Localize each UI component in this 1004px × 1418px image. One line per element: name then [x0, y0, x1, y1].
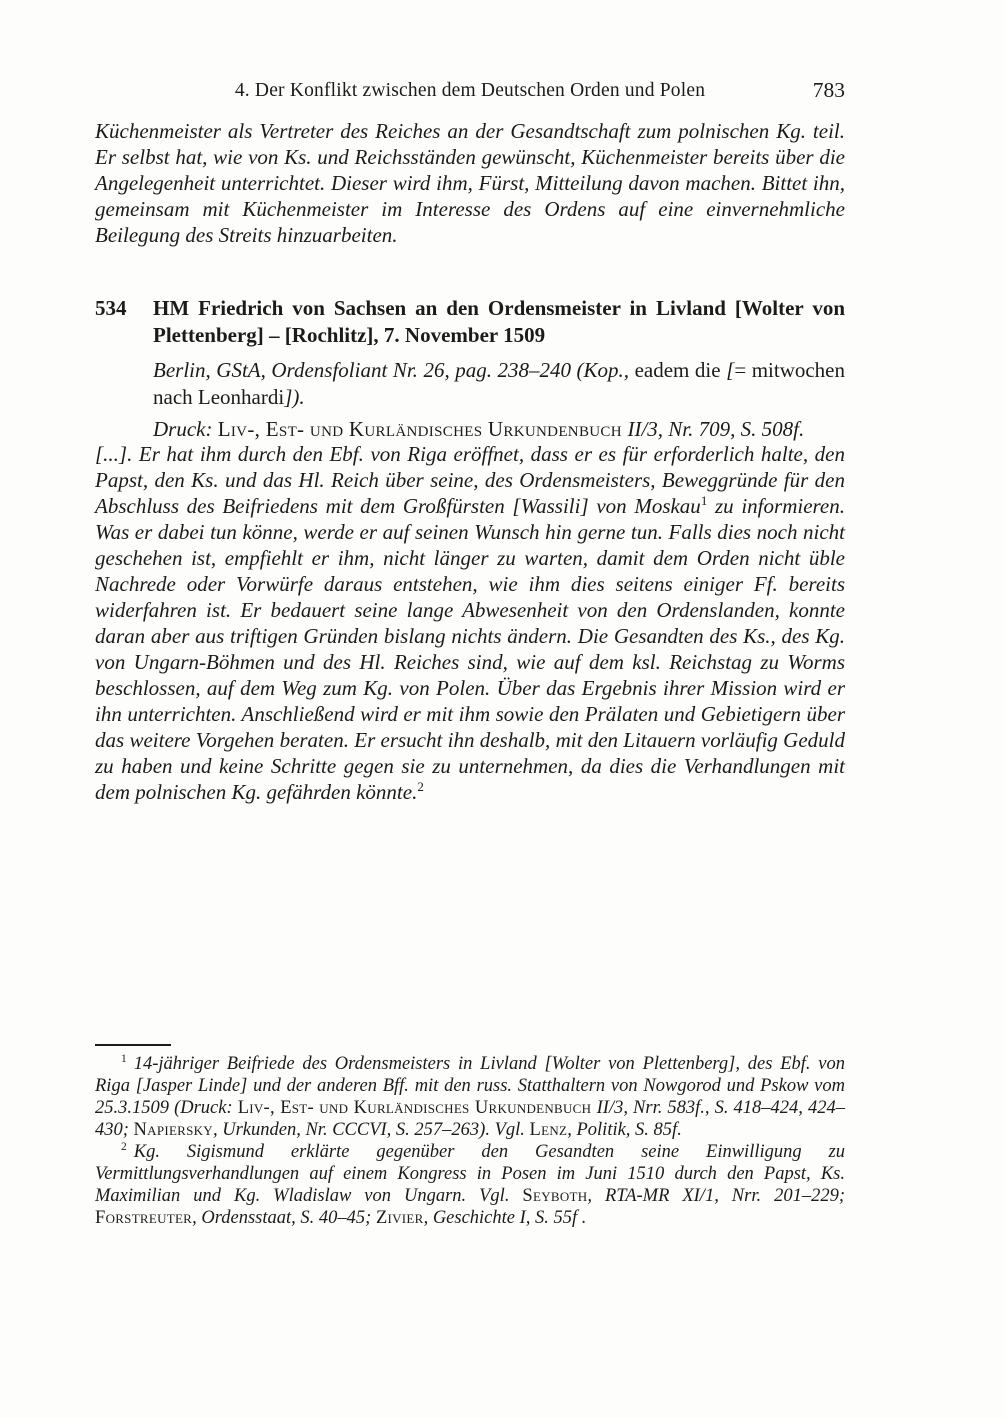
footnote-1	[95, 1053, 845, 1141]
footnote-2	[95, 1141, 845, 1229]
entry-heading-row	[95, 295, 845, 349]
footnote-2-marker: 2	[121, 1140, 127, 1153]
document-entry	[95, 295, 845, 443]
running-header-title: 4. Der Konflikt zwischen dem Deutschen Orden und Polen	[234, 80, 706, 101]
print-reference: Druck: Liv-, Est- und Kurländisches Urkundenbuch II/3, Nr. 709, S. 508f.	[153, 417, 805, 441]
running-header	[95, 80, 845, 110]
entry-number: 534	[95, 296, 127, 320]
entry-summary-text: [...]. Er hat ihm durch den Ebf. von Riga eröffnet, dass er es für erforderlich halte, den Papst, den Ks. und das Hl. Reich über seine, des Ordensmeisters, Beweggründe für den Abschluss des Beifriedens mit dem Großfürsten [Wassili] von Moskau$^1$ zu informieren. Was er dabei tun könne, werde er auf seinen Wunsch hin gerne tun. Falls dies noch nicht geschehen ist, empfiehlt er ihm, nicht länger zu warten, damit dem Orden nicht üble Nachrede oder Vorwürfe daraus entstehen, wie ihm dies seitens einiger Ff. bereits widerfahren ist. Er bedauert seine lange Abwesenheit von den Ordenslanden, konnte daran aber aus triftigen Gründen bislang nichts ändern. Die Gesandten des Ks., des Kg. von Ungarn-Böhmen und des Hl. Reiches sind, wie auf dem ksl. Reichstag zu Worms beschlossen, auf dem Weg zum Kg. von Polen. Über das Ergebnis ihrer Mission wird er ihn unterrichten. Anschließend wird er mit ihm sowie den Prälaten und Gebietigern über das weitere Vorgehen beraten. Er ersucht ihn deshalb, mit den Litauern vorläufig Geduld zu haben und keine Schritte gegen sie zu unternehmen, da dies die Verhandlungen mit dem polnischen Kg. gefährden könnte.$^2$	[95, 442, 845, 804]
footnote-separator-rule	[95, 1044, 171, 1046]
footnote-1-text: 14-jähriger Beifriede des Ordensmeisters in Livland [Wolter von Plettenberg], des Ebf. von Riga [Jasper Linde] und der anderen Bff. mit den russ. Statthaltern von Nowgorod und Pskow vom 25.3.1509 (Druck: Liv-, Est- und Kurländisches Urkundenbuch II/3, Nrr. 583f., S. 418–424, 424–430; Napiersky, Urkunden, Nr. CCCVI, S. 257–263). Vgl. Lenz, Politik, S. 85f.	[95, 1054, 845, 1140]
entry-heading: HM Friedrich von Sachsen an den Ordensmeister in Livland [Wolter von Plettenberg] – [Rochlitz], 7. November 1509	[153, 296, 845, 347]
intro-summary-paragraph: Küchenmeister als Vertreter des Reiches an der Gesandtschaft zum polnischen Kg. teil. Er selbst hat, wie von Ks. und Reichsständen gewünscht, Küchenmeister bereits über die Angelegenheit unterrichtet. Dieser wird ihm, Fürst, Mitteilung davon machen. Bittet ihn, gemeinsam mit Küchenmeister im Interesse des Ordens auf eine einvernehmliche Beilegung des Streits hinzuarbeiten.	[95, 119, 845, 247]
footnotes-section	[95, 1044, 845, 1229]
page-number: 783	[812, 78, 845, 102]
archive-reference: Berlin, GStA, Ordensfoliant Nr. 26, pag. 238–240 (Kop., eadem die [= mitwochen nach Leonhardi]).	[153, 358, 846, 409]
footnote-1-marker: 1	[121, 1052, 127, 1065]
footnote-2-text: Kg. Sigismund erklärte gegenüber den Gesandten seine Einwilligung zu Vermittlungsverhandlungen auf einem Kongress in Posen im Juni 1510 durch den Papst, Ks. Maximilian und Kg. Wladislaw von Ungarn. Vgl. Seyboth, RTA-MR XI/1, Nrr. 201–229; Forstreuter, Ordensstaat, S. 40–45; Zivier, Geschichte I, S. 55f .	[95, 1142, 845, 1228]
